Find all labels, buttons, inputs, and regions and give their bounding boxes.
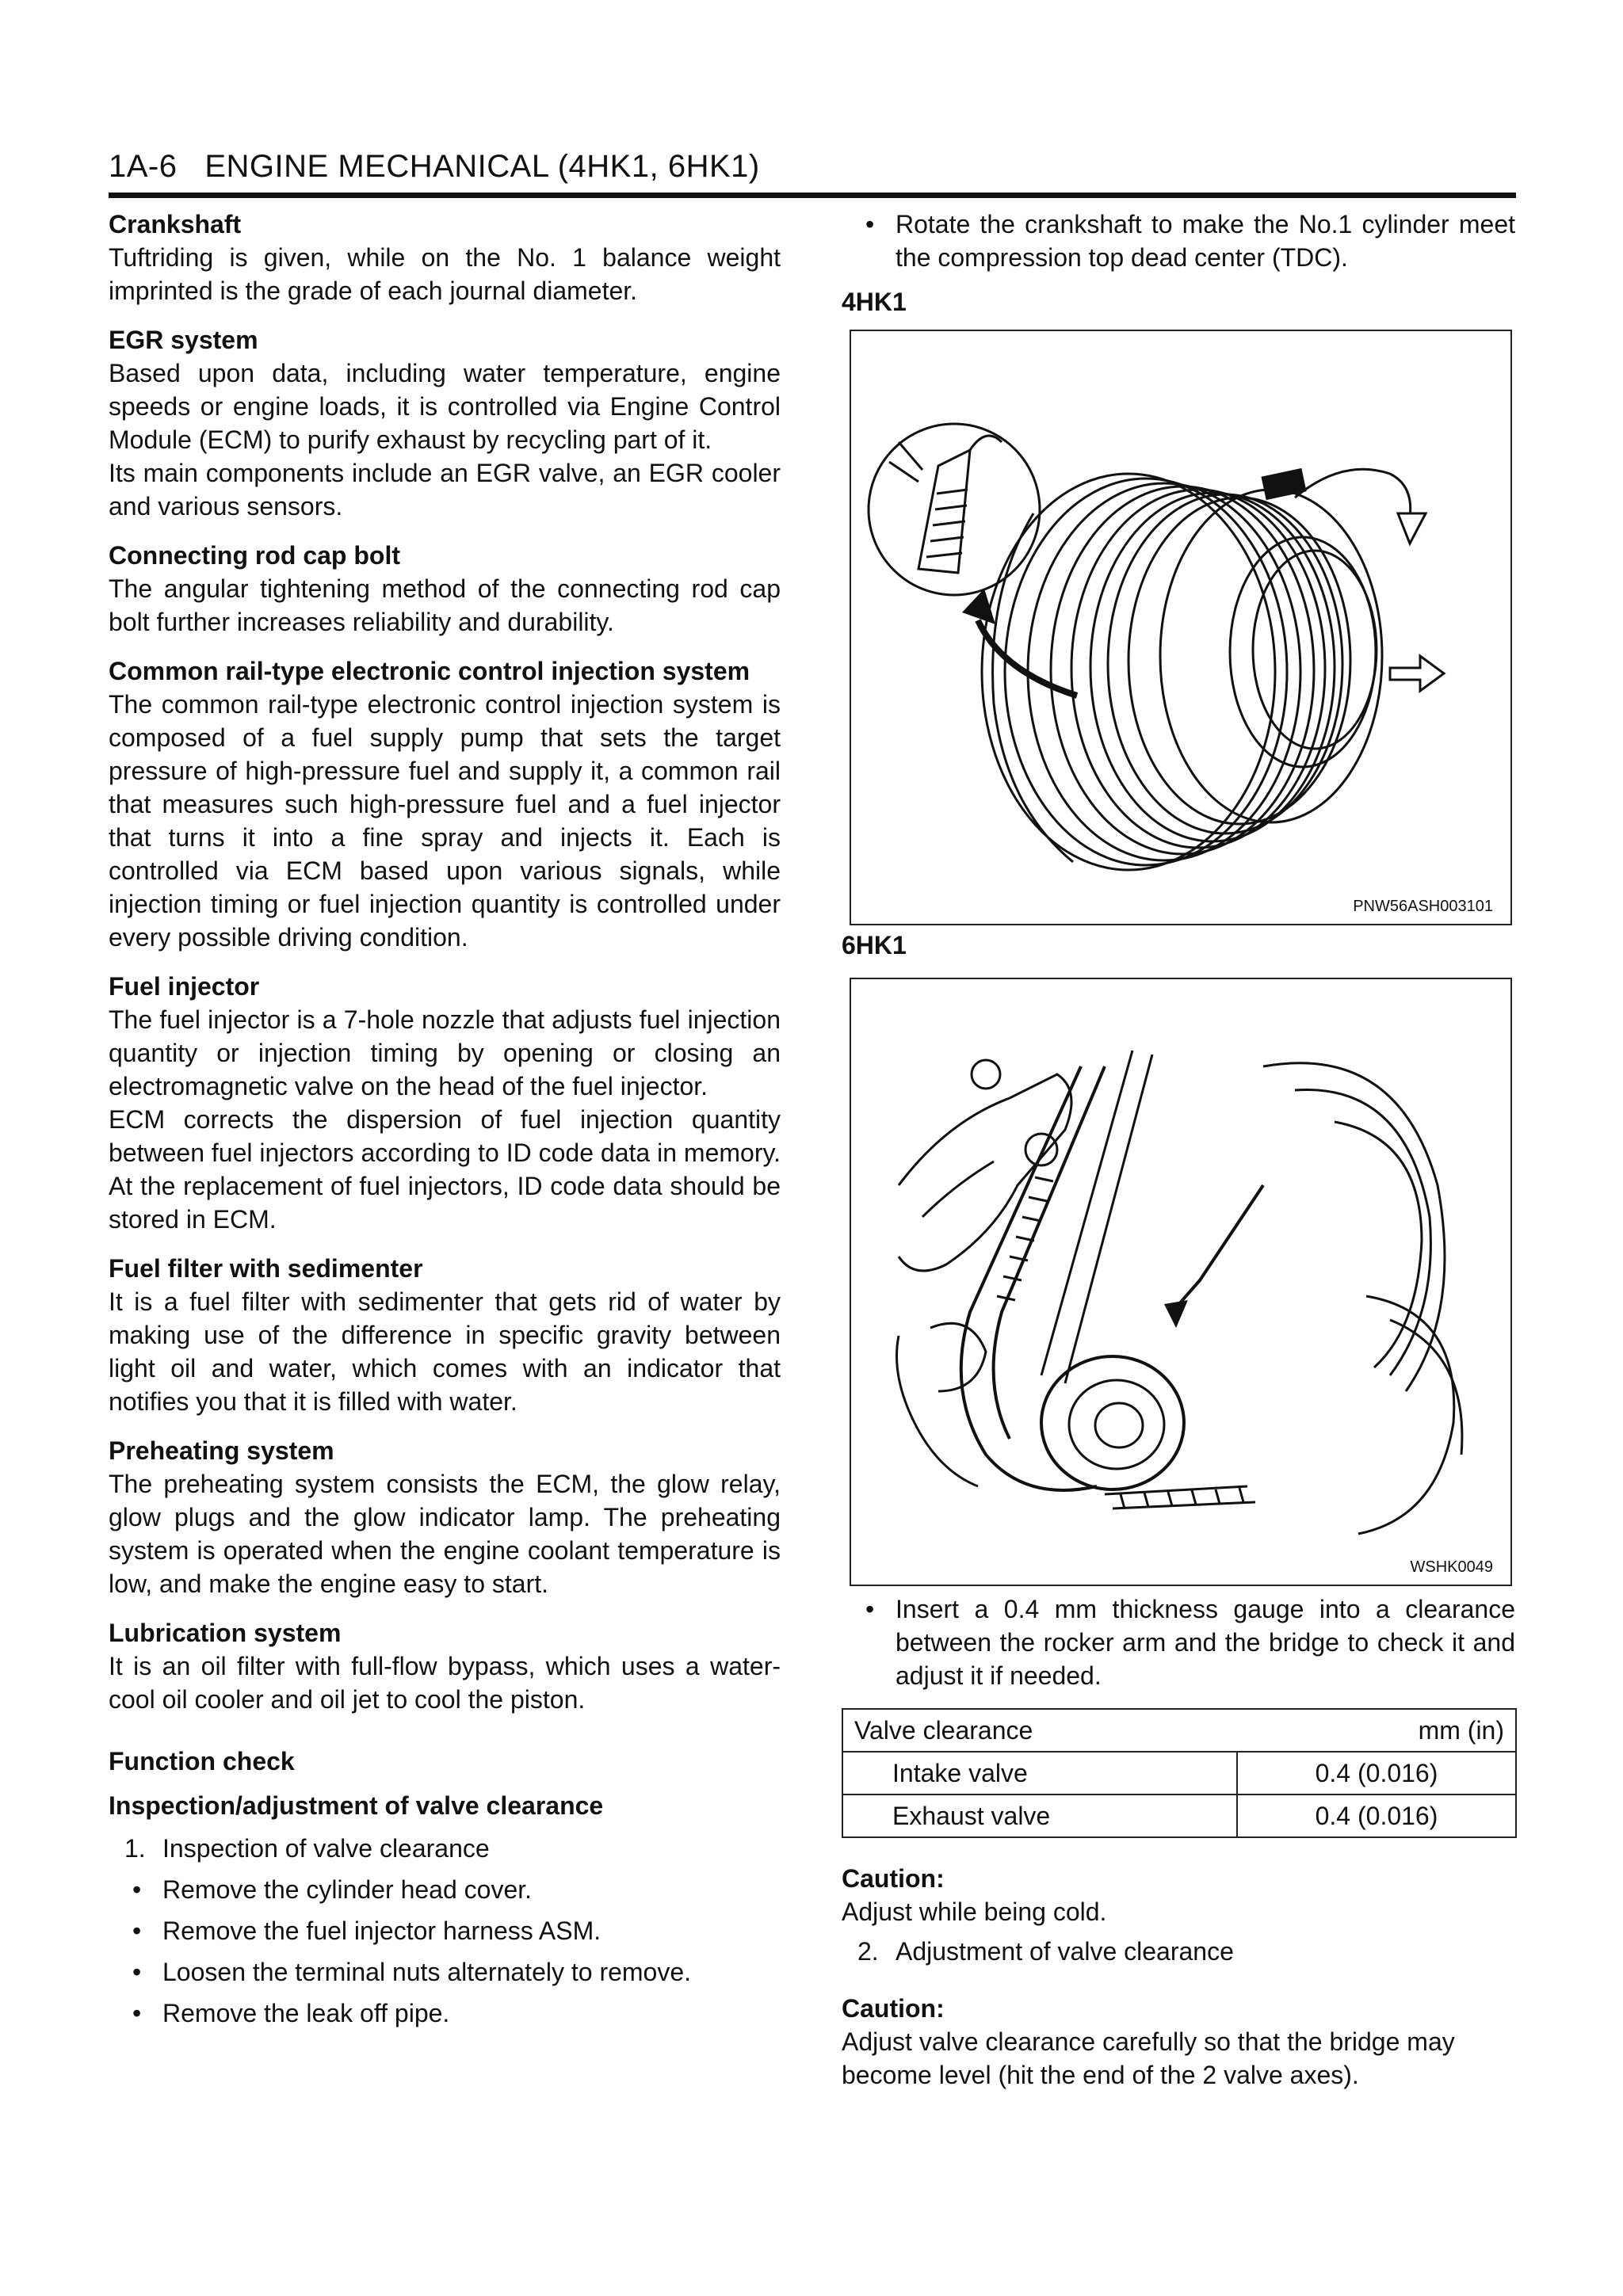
step-2: [842, 1935, 1515, 1968]
section-heading: Fuel injector: [109, 972, 260, 1001]
right-column: [842, 208, 1515, 2092]
section-heading: Connecting rod cap bolt: [109, 541, 400, 570]
bullet-icon: •: [132, 1875, 142, 1904]
section-body: The fuel injector is a 7-hole nozzle that adjusts fuel injection quantity or injection timing by opening or closing an electromagnetic valve on the head of the fuel injector.: [109, 1005, 781, 1100]
figure-code: PNW56ASH003101: [1353, 898, 1493, 915]
section-body: Based upon data, including water temperature, engine speeds or engine loads, it is controlled via Engine Control Module (ECM) to purify exhaust by recycling part of it.: [109, 359, 781, 454]
bullet-icon: •: [132, 1999, 142, 2027]
table-header-cell: [842, 1709, 1516, 1752]
section-heading: Preheating system: [109, 1436, 334, 1465]
bullet-item: [109, 1873, 781, 1906]
bullet-text: Loosen the terminal nuts alternately to remove.: [162, 1958, 692, 1986]
table-cell-value: 0.4 (0.016): [1237, 1794, 1516, 1837]
bullet-icon: •: [132, 1917, 142, 1945]
bullet-icon: •: [865, 1595, 875, 1623]
crank-pulley-illustration: [851, 331, 1514, 927]
bullet-text: Remove the cylinder head cover.: [162, 1875, 533, 1904]
bullet-icon: •: [865, 210, 875, 238]
bullet-text: Remove the leak off pipe.: [162, 1999, 450, 2027]
step-number: 1.: [124, 1834, 146, 1863]
table-row: [842, 1752, 1516, 1794]
section-lubrication-system: [109, 1616, 781, 1716]
step-1: [109, 1832, 781, 1865]
section-fuel-filter: [109, 1252, 781, 1418]
section-common-rail: [109, 654, 781, 954]
caution-2: [842, 1992, 1515, 2092]
table-unit: mm (in): [1418, 1715, 1504, 1745]
function-check-heading: Function check: [109, 1747, 295, 1775]
section-heading: Crankshaft: [109, 210, 242, 238]
section-egr-system: [109, 323, 781, 523]
section-body-2: ECM corrects the dispersion of fuel injection quantity between fuel injectors according to ID code data in memory. At the replacement of fuel injectors, ID code data should be stored in ECM.: [109, 1105, 781, 1234]
bullet-text: Rotate the crankshaft to make the No.1 cylinder meet the compression top dead center (TDC).: [896, 210, 1515, 272]
section-connecting-rod-cap-bolt: [109, 539, 781, 639]
caution-1: [842, 1862, 1515, 1928]
figure-code: WSHK0049: [1410, 1558, 1493, 1576]
inspection-heading: Inspection/adjustment of valve clearance: [109, 1791, 604, 1820]
section-body: The preheating system consists the ECM, the glow relay, glow plugs and the glow indicator lamp. The preheating system is operated when the engine coolant temperature is low, and make the engine easy to start.: [109, 1470, 781, 1598]
step-number: 2.: [857, 1937, 879, 1966]
bullet-rotate-crankshaft: [842, 208, 1515, 274]
magnifier-circle: [869, 424, 1040, 595]
left-column: [109, 208, 781, 2038]
figure-label-6hk1: 6HK1: [842, 931, 907, 959]
page-header: [109, 144, 1516, 189]
table-title: Valve clearance: [854, 1715, 1033, 1745]
section-body: The angular tightening method of the connecting rod cap bolt further increases reliability and durability.: [109, 574, 781, 636]
section-heading: Common rail-type electronic control injection system: [109, 657, 750, 685]
caution-text: Adjust while being cold.: [842, 1897, 1107, 1926]
table-cell-label: Exhaust valve: [842, 1794, 1237, 1837]
step-text: Adjustment of valve clearance: [896, 1937, 1234, 1966]
caution-text: Adjust valve clearance carefully so that the bridge may become level (hit the end of the 2 valve axes).: [842, 2027, 1455, 2089]
bullet-insert-gauge: [842, 1592, 1515, 1692]
section-heading: Fuel filter with sedimenter: [109, 1254, 423, 1283]
section-body: It is a fuel filter with sedimenter that gets rid of water by making use of the difference in specific gravity between light oil and water, which comes with an indicator that notifies you that it is filled with water.: [109, 1287, 781, 1416]
table-header-row: [842, 1709, 1516, 1752]
page-number: 1A-6: [109, 149, 178, 184]
section-body: It is an oil filter with full-flow bypass, which uses a water-cool oil cooler and oil jet to cool the piston.: [109, 1652, 781, 1714]
bullet-item: [109, 1955, 781, 1989]
table-cell-label: Intake valve: [842, 1752, 1237, 1794]
section-heading: EGR system: [109, 326, 258, 354]
table-row: [842, 1794, 1516, 1837]
section-body: The common rail-type electronic control injection system is composed of a fuel supply pump that sets the target pressure of high-pressure fuel and supply it, a common rail that measures such high-pressure fuel and a fuel injector that turns it into a fine spray and injects it. Each is controlled via ECM based upon various signals, while injection timing or fuel injection quantity is controlled under every possible driving condition.: [109, 690, 781, 952]
section-body: Tuftriding is given, while on the No. 1 balance weight imprinted is the grade of each journal diameter.: [109, 243, 781, 305]
section-crankshaft: [109, 208, 781, 307]
section-body-2: Its main components include an EGR valve, an EGR cooler and various sensors.: [109, 459, 781, 521]
caution-heading: Caution:: [842, 1994, 945, 2023]
caution-heading: Caution:: [842, 1864, 945, 1893]
belt-area-illustration: [851, 979, 1514, 1588]
bullet-text: Insert a 0.4 mm thickness gauge into a clearance between the rocker arm and the bridge to check it and adjust it if needed.: [896, 1595, 1515, 1690]
header-rule: [109, 193, 1516, 198]
step-text: Inspection of valve clearance: [162, 1834, 490, 1863]
section-fuel-injector: [109, 970, 781, 1236]
bullet-item: [109, 1914, 781, 1947]
valve-clearance-table: [842, 1708, 1517, 1838]
page-title: ENGINE MECHANICAL (4HK1, 6HK1): [204, 149, 760, 184]
section-heading: Lubrication system: [109, 1619, 342, 1647]
figure-label-4hk1: 4HK1: [842, 288, 907, 316]
table-cell-value: 0.4 (0.016): [1237, 1752, 1516, 1794]
figure-4hk1-crank-pulley: [850, 330, 1512, 925]
section-preheating-system: [109, 1434, 781, 1600]
figure-6hk1-belt-area: [850, 978, 1512, 1586]
bullet-item: [109, 1997, 781, 2030]
bullet-text: Remove the fuel injector harness ASM.: [162, 1917, 601, 1945]
bullet-icon: •: [132, 1958, 142, 1986]
